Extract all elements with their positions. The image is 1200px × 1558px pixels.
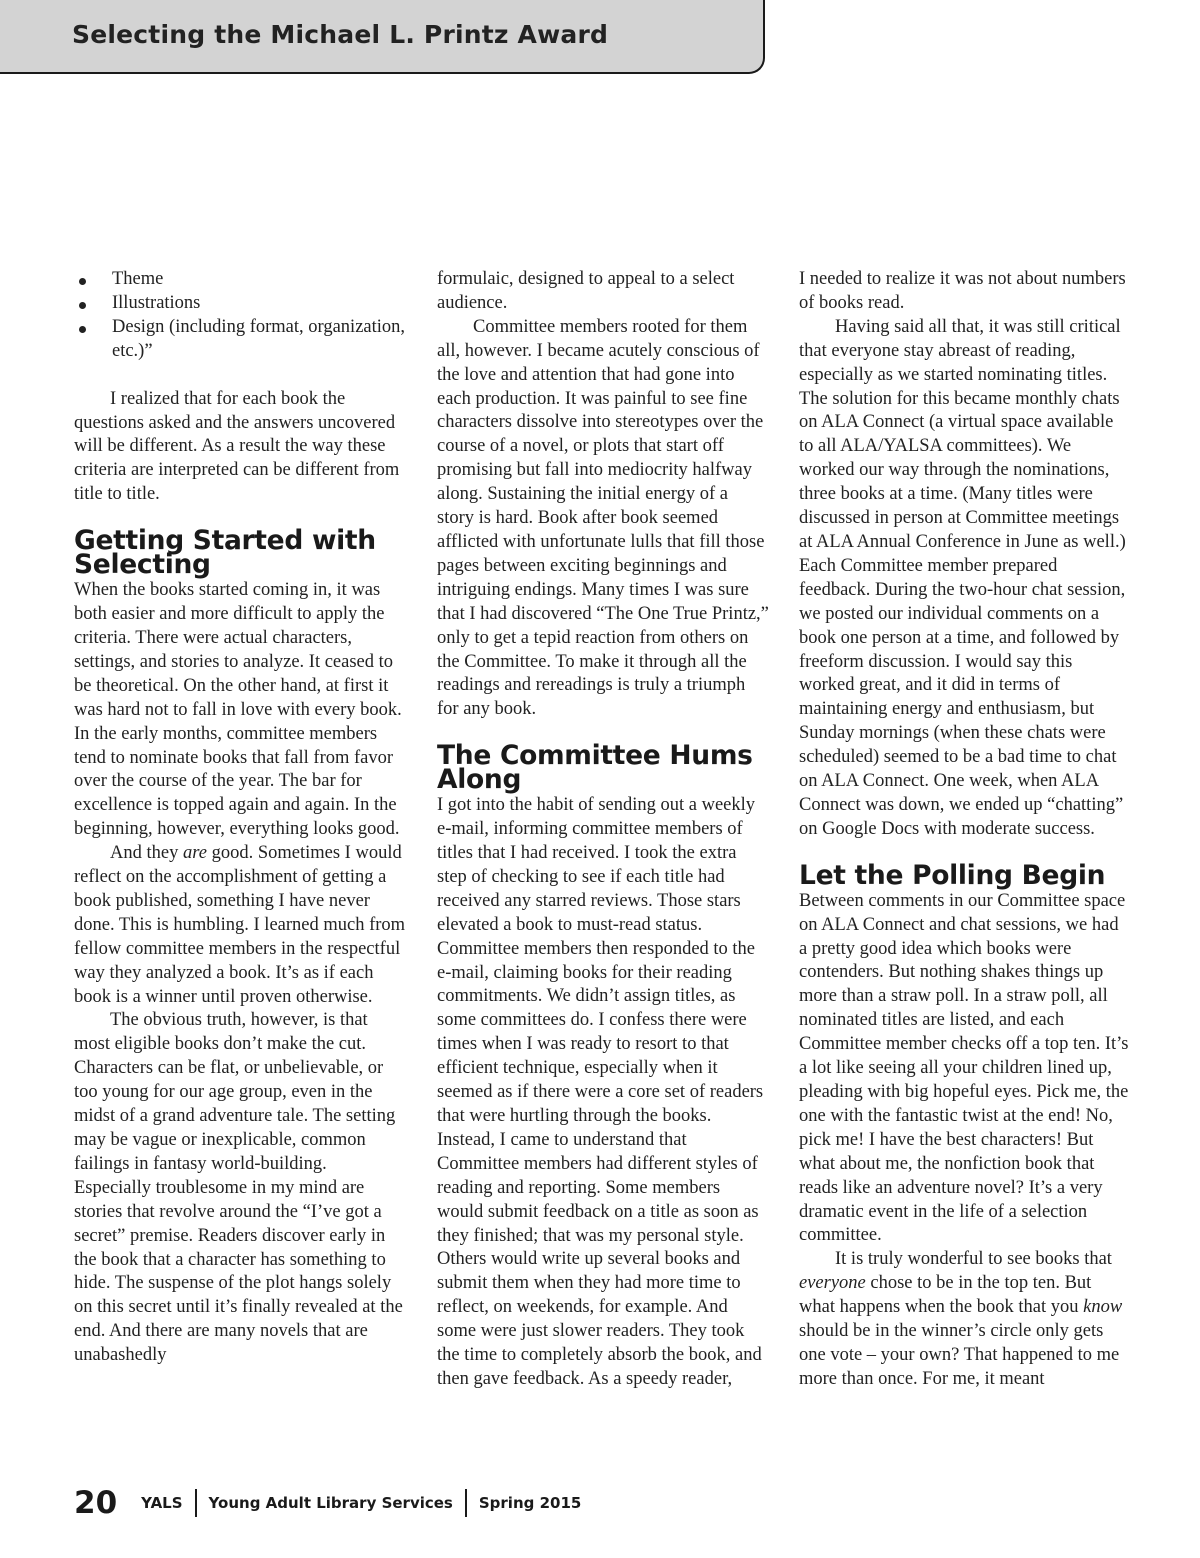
paragraph: Committee members rooted for them all, however. I became acutely conscious of the love and attention that had gone into each production. It was painful to see fine characters dissolve into stereotypes over the course of a novel, or plots that start off promising but fall into mediocrity halfway along. Sustaining the initial energy of a story is hard. Book after book seemed afflicted with unfortunate lulls that fill those pages between exciting beginnings and intriguing endings. Many times I was sure that I had discovered “The One True Printz,” only to get a tepid reaction from others on the Committee. To make it through all the readings and rereadings is truly a triumph for any book. [437, 316, 769, 720]
footer-divider [195, 1489, 197, 1517]
journal-name: Young Adult Library Services [208, 1494, 453, 1512]
list-item: Theme [74, 268, 406, 292]
paragraph: And they are good. Sometimes I would reflect on the accomplishment of getting a book published, something I have never done. This is humbling. I learned much from fellow committee members in the respectful way they analyzed a book. It’s as if each book is a winner until proven otherwise. [74, 843, 406, 1007]
paragraph: I got into the habit of sending out a weekly e-mail, informing committee members of titles that I had received. I took the extra step of checking to see if each title had received any starred reviews. Those stars elevated a book to must-read status. Committee members then responded to the e-mail, claiming books for their reading commitments. We didn’t assign titles, as some committees do. I confess there were times when I was ready to resort to that efficient technique, especially when it seemed as if there were a core set of readers that were hurtling through the books. Instead, I came to understand that Committee members had different styles of reading and reporting. Some members would submit feedback on a title as soon as they finished; that was my personal style. Others would write up several books and submit them when they had more time to reflect, on weekends, for example. And some were just slower readers. They took the time to completely absorb the book, and then gave feedback. As a speedy reader, [437, 795, 764, 1389]
page-number: 20 [74, 1485, 118, 1521]
page-footer [74, 1486, 581, 1520]
header-tab [0, 0, 765, 74]
paragraph: Having said all that, it was still critical that everyone stay abreast of reading, especially as we started nominating titles. The solution for this became monthly chats on ALA Connect (a virtual space available to all ALA/YALSA committees). We worked our way through the nominations, three books at a time. (Many titles were discussed in person at Committee meetings at ALA Annual Conference in June as well.) Each Committee member prepared feedback. During the two-hour chat session, we posted our individual comments on a book one person at a time, and followed by freeform discussion. I would say this worked great, and it did in terms of maintaining energy and enthusiasm, but Sunday mornings (when these chats were scheduled) seemed to be a bad time to chat on ALA Connect. One week, when ALA Connect was down, we ended up “chatting” on Google Docs with moderate success. [799, 316, 1126, 839]
issue-date: Spring 2015 [478, 1494, 582, 1512]
column-1 [74, 268, 406, 1368]
paragraph: I needed to realize it was not about numbers of books read. [799, 269, 1126, 313]
section-heading: The Committee Hums Along [437, 740, 753, 796]
paragraph: Between comments in our Committee space on ALA Connect and chat sessions, we had a pretty good idea which books were contenders. But nothing shakes things up more than a straw poll. In a straw poll, all nominated titles are listed, and each Committee member checks off a top ten. It’s a lot like seeing all your children lined up, pleading with big hopeful eyes. Pick me, the one with the fantastic twist at the end! No, pick me! I have the best characters! But what about me, the nonfiction book that reads like an adventure novel? It’s a very dramatic event in the life of a selection committee. [799, 890, 1129, 1246]
paragraph: I realized that for each book the questions asked and the answers uncovered will be different. As a result the way these criteria are interpreted can be different from title to title. [74, 388, 400, 505]
paragraph: When the books started coming in, it was both easier and more difficult to apply the criteria. There were actual characters, settings, and stories to analyze. It ceased to be theoretical. On the other hand, at first it was hard not to fall in love with every book. In the early months, committee members tend to nominate books that fall from favor over the course of the year. The bar for excellence is topped again and again. In the beginning, however, everything looks good. [74, 580, 402, 840]
running-header-title: Selecting the Michael L. Printz Award [72, 20, 609, 49]
paragraph: The obvious truth, however, is that most eligible books don’t make the cut. Characters can be flat, or unbelievable, or too young for our age group, even in the midst of a grand adventure tale. The setting may be vague or inexplicable, common failings in fantasy world-building. Especially troublesome in my mind are stories that revolve around the “I’ve got a secret” premise. Readers discover early in the book that a character has something to hide. The suspense of the plot hangs solely on this secret until it’s finally revealed at the end. And there are many novels that are unabashedly [74, 1010, 403, 1366]
list-item: Illustrations [74, 292, 406, 316]
paragraph: It is truly wonderful to see books that everyone chose to be in the top ten. But what happens when the book that you know should be in the winner’s circle only gets one vote – your own? That happened to me more than once. For me, it meant [799, 1249, 1123, 1389]
section-heading: Let the Polling Begin [799, 859, 1106, 891]
journal-abbr: YALS [141, 1494, 183, 1512]
paragraph: formulaic, designed to appeal to a select audience. [437, 269, 735, 313]
column-3 [799, 268, 1131, 1392]
list-item: Design (including format, organization, etc.)” [74, 316, 406, 364]
section-heading: Getting Started with Selecting [74, 525, 376, 581]
criteria-list [74, 268, 406, 364]
column-2 [437, 268, 769, 1392]
footer-divider [465, 1489, 467, 1517]
